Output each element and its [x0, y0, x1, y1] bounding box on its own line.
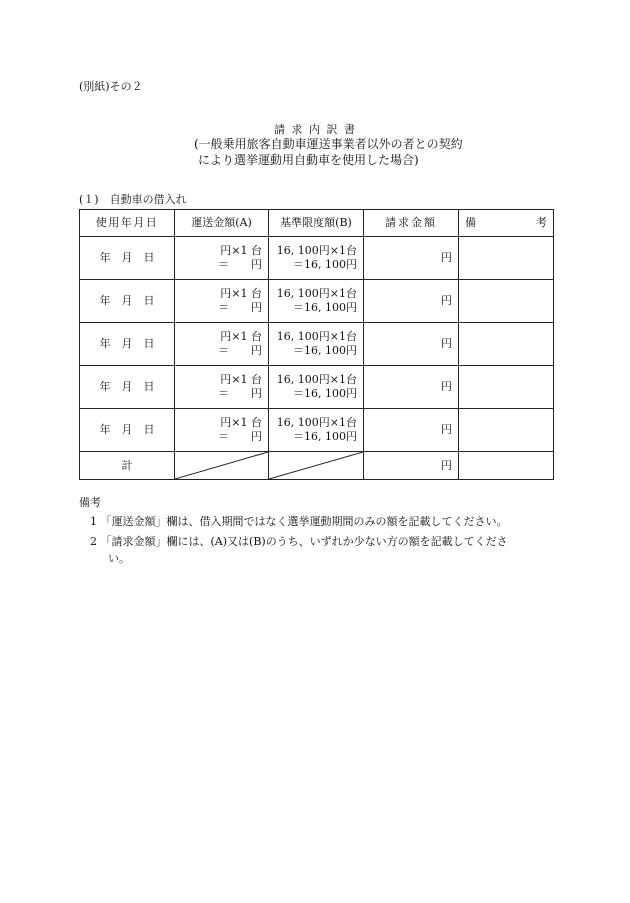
- fee-line-1: 円×1 台: [220, 244, 262, 257]
- limit-amount-cell: [269, 409, 364, 452]
- section-heading: (１) 自動車の借入れ: [79, 193, 187, 206]
- transport-fee-cell[interactable]: [175, 323, 269, 366]
- limit-amount-cell: [269, 323, 364, 366]
- total-row: [80, 452, 554, 480]
- limit-line-2: ＝16, 100円: [293, 430, 357, 443]
- note-1: 1 「運送金額」欄は、借入期間ではなく選挙運動期間のみの額を記載してください。: [90, 515, 508, 528]
- limit-amount-cell: [269, 237, 364, 280]
- transport-fee-cell[interactable]: [175, 409, 269, 452]
- table-row: [80, 409, 554, 452]
- remarks-cell[interactable]: [459, 366, 554, 409]
- fee-line-2: ＝ 円: [218, 258, 262, 271]
- remarks-cell[interactable]: [459, 280, 554, 323]
- claim-breakdown-table: [79, 209, 554, 480]
- fee-line-2: ＝ 円: [218, 344, 262, 357]
- total-limit-slash-cell: [269, 452, 364, 480]
- fee-line-2: ＝ 円: [218, 387, 262, 400]
- total-fee-slash-cell: [175, 452, 269, 480]
- header-usage-date: 使用年月日: [80, 210, 175, 237]
- transport-fee-cell[interactable]: [175, 237, 269, 280]
- fee-line-1: 円×1 台: [220, 416, 262, 429]
- header-remarks: [459, 210, 554, 237]
- fee-line-1: 円×1 台: [220, 373, 262, 386]
- limit-line-1: 16, 100円×1台: [276, 287, 357, 300]
- claim-amount-cell[interactable]: 円: [364, 280, 459, 323]
- limit-line-1: 16, 100円×1台: [276, 244, 357, 257]
- transport-fee-cell[interactable]: [175, 280, 269, 323]
- header-remarks-left: 備: [465, 216, 476, 229]
- header-limit-amount: 基準限度額(B): [269, 210, 364, 237]
- diagonal-slash-icon: [269, 452, 363, 479]
- usage-date-cell[interactable]: 年 月 日: [80, 366, 175, 409]
- fee-line-2: ＝ 円: [218, 430, 262, 443]
- limit-amount-cell: [269, 280, 364, 323]
- note-2: 2 「請求金額」欄には、(A)又は(B)のうち、いずれか少ない方の額を記載してくださ: [90, 535, 508, 548]
- notes-title: 備考: [79, 496, 101, 509]
- limit-line-1: 16, 100円×1台: [276, 416, 357, 429]
- claim-amount-cell[interactable]: 円: [364, 323, 459, 366]
- attachment-label: (別紙)その２: [79, 80, 143, 93]
- transport-fee-cell[interactable]: [175, 366, 269, 409]
- remarks-cell[interactable]: [459, 323, 554, 366]
- total-claim-amount-cell[interactable]: 円: [364, 452, 459, 480]
- note-2-continued: い。: [108, 552, 130, 565]
- claim-amount-cell[interactable]: 円: [364, 409, 459, 452]
- total-label: 計: [80, 452, 175, 480]
- subtitle-line-1: (一般乗用旅客自動車運送事業者以外の者との契約: [194, 137, 463, 151]
- total-remarks-cell[interactable]: [459, 452, 554, 480]
- usage-date-cell[interactable]: 年 月 日: [80, 409, 175, 452]
- limit-line-2: ＝16, 100円: [293, 258, 357, 271]
- document-title: 請求内訳書: [274, 123, 362, 136]
- table-row: [80, 323, 554, 366]
- fee-line-1: 円×1 台: [220, 287, 262, 300]
- claim-amount-cell[interactable]: 円: [364, 237, 459, 280]
- table-row: [80, 237, 554, 280]
- subtitle-line-2: により選挙運動用自動車を使用した場合): [198, 153, 419, 167]
- limit-line-1: 16, 100円×1台: [276, 373, 357, 386]
- remarks-cell[interactable]: [459, 409, 554, 452]
- header-transport-fee: 運送金額(A): [175, 210, 269, 237]
- limit-line-2: ＝16, 100円: [293, 301, 357, 314]
- diagonal-slash-icon: [175, 452, 268, 479]
- claim-amount-cell[interactable]: 円: [364, 366, 459, 409]
- fee-line-1: 円×1 台: [220, 330, 262, 343]
- limit-line-1: 16, 100円×1台: [276, 330, 357, 343]
- limit-line-2: ＝16, 100円: [293, 344, 357, 357]
- usage-date-cell[interactable]: 年 月 日: [80, 280, 175, 323]
- fee-line-2: ＝ 円: [218, 301, 262, 314]
- remarks-cell[interactable]: [459, 237, 554, 280]
- table-row: [80, 280, 554, 323]
- table-row: [80, 366, 554, 409]
- header-claim-amount: 請求金額: [364, 210, 459, 237]
- limit-line-2: ＝16, 100円: [293, 387, 357, 400]
- table-header-row: [80, 210, 554, 237]
- usage-date-cell[interactable]: 年 月 日: [80, 237, 175, 280]
- usage-date-cell[interactable]: 年 月 日: [80, 323, 175, 366]
- header-remarks-right: 考: [536, 216, 547, 229]
- limit-amount-cell: [269, 366, 364, 409]
